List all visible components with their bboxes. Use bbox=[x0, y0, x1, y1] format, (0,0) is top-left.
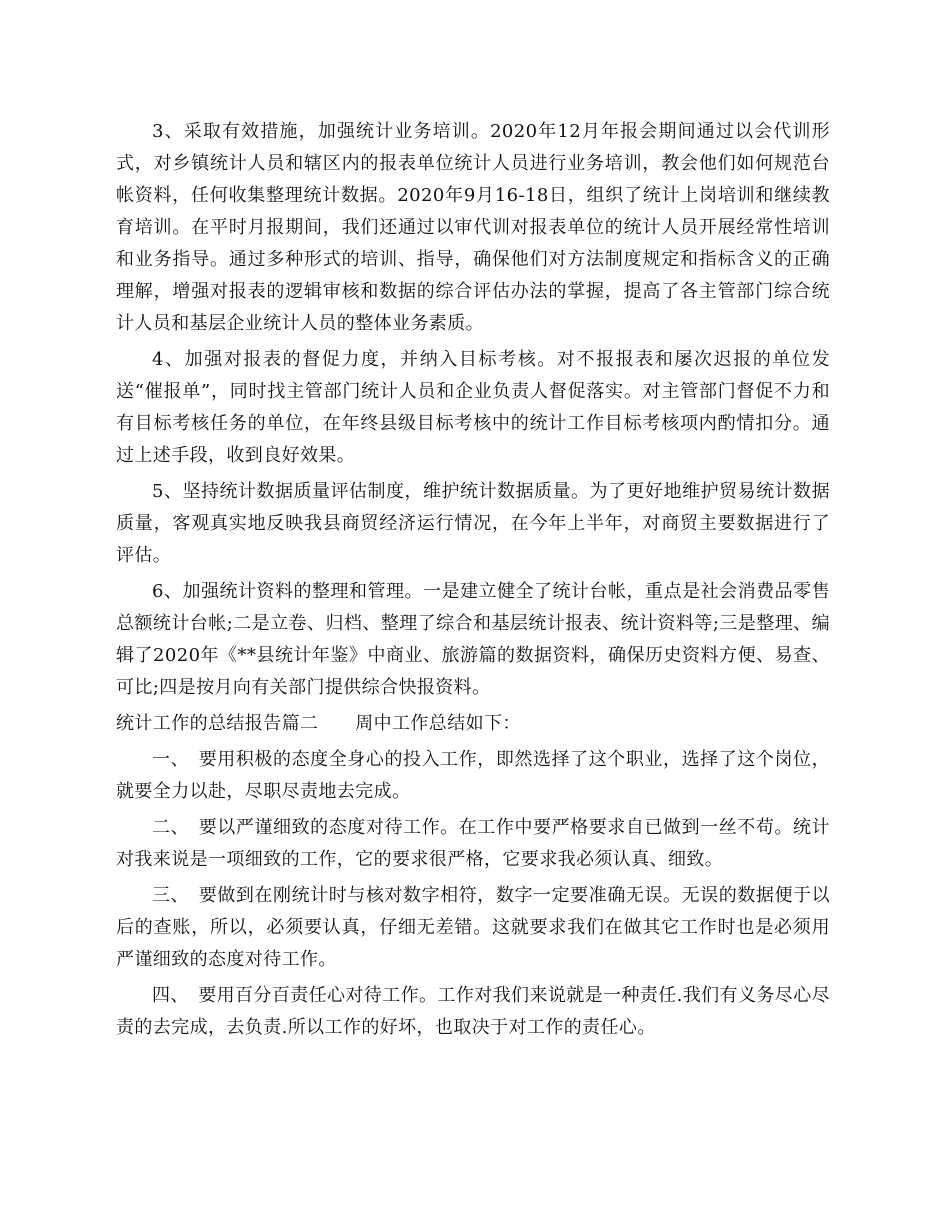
paragraph-item-3: 3、采取有效措施，加强统计业务培训。2020年12月年报会期间通过以会代训形式，对乡镇统计人员和辖区内的报表单位统计人员进行业务培训，教会他们如何规范台帐资料，任何收集整理统计数据。2020年9月16-18日，组织了统计上岗培训和继续教育培训。在平时月报期间，我们还通过以审代训对报表单位的统计人员开展经常性培训和业务指导。通过多种形式的培训、指导，确保他们对方法制度规定和指标含义的正确理解，增强对报表的逻辑审核和数据的综合评估办法的掌握，提高了各主管部门综合统计人员和基层企业统计人员的整体业务素质。 bbox=[116, 121, 830, 334]
paragraph-item-5: 5、坚持统计数据质量评估制度，维护统计数据质量。为了更好地维护贸易统计数据质量，客观真实地反映我县商贸经济运行情况，在今年上半年，对商贸主要数据进行了评估。 bbox=[116, 481, 830, 566]
paragraph-point-1: 一、 要用积极的态度全身心的投入工作，即然选择了这个职业，选择了这个岗位，就要全力以赴，尽职尽责地去完成。 bbox=[116, 749, 830, 802]
paragraph-item-6: 6、加强统计资料的整理和管理。一是建立健全了统计台帐，重点是社会消费品零售总额统计台帐;二是立卷、归档、整理了综合和基层统计报表、统计资料等;三是整理、编辑了2020年《**县统计年鉴》中商业、旅游篇的数据资料，确保历史资料方便、易查、可比;四是按月向有关部门提供综合快报资料。 bbox=[116, 581, 830, 698]
paragraph-point-3: 三、 要做到在刚统计时与核对数字相符，数字一定要准确无误。无误的数据便于以后的查账，所以，必须要认真，仔细无差错。这就要求我们在做其它工作时也是必须用严谨细致的态度对待工作。 bbox=[116, 885, 830, 970]
document-body bbox=[116, 116, 830, 1044]
paragraph-point-4: 四、 要用百分百责任心对待工作。工作对我们来说就是一种责任.我们有义务尽心尽责的去完成，去负责.所以工作的好坏，也取决于对工作的责任心。 bbox=[116, 985, 830, 1038]
section-heading: 统计工作的总结报告篇二 周中工作总结如下： bbox=[116, 713, 521, 734]
paragraph-point-2: 二、 要以严谨细致的态度对待工作。在工作中要严格要求自已做到一丝不苟。统计对我来说是一项细致的工作，它的要求很严格，它要求我必须认真、细致。 bbox=[116, 817, 830, 870]
paragraph-item-4: 4、加强对报表的督促力度，并纳入目标考核。对不报报表和屡次迟报的单位发送“催报单”，同时找主管部门统计人员和企业负责人督促落实。对主管部门督促不力和有目标考核任务的单位，在年终县级目标考核中的统计工作目标考核项内酌情扣分。通过上述手段，收到良好效果。 bbox=[116, 349, 830, 466]
